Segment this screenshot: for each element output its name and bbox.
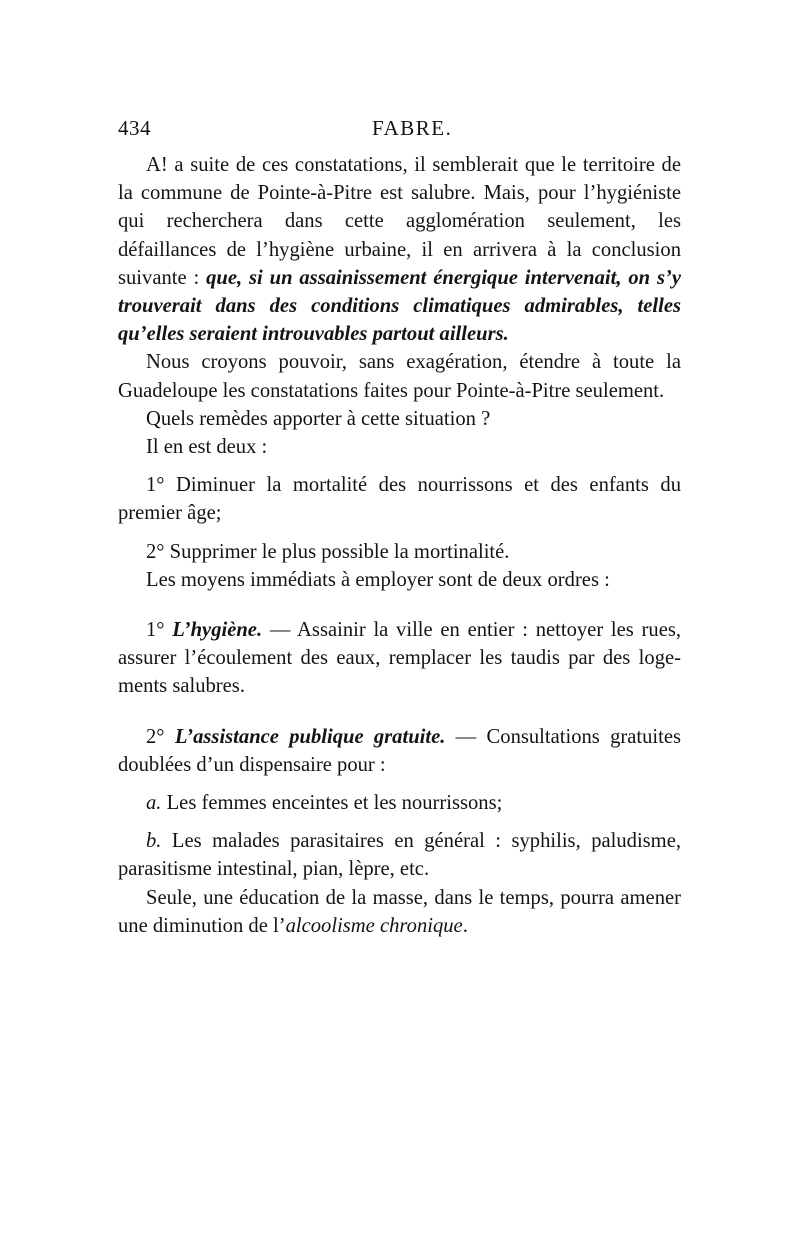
list-number: 2° — [146, 725, 175, 748]
paragraph-means: Les moyens immédiats à employer sont de deux ordres : — [146, 568, 610, 591]
page-header — [118, 116, 680, 144]
page-number: 434 — [118, 116, 151, 140]
paragraph-lead: Seule, une éducation de la masse, dans le temps, pourra amener une diminution de l’ — [118, 886, 681, 937]
running-head: FABRE. — [372, 116, 453, 140]
paragraph-two-remedies: Il en est deux : — [146, 436, 268, 459]
list-number: 1° — [146, 619, 173, 642]
list-item-text: Les malades parasitaires en général : syphilis, paludisme, parasitisme intestinal, pian, lèpre, etc. — [118, 830, 681, 881]
paragraph-conclusion — [118, 151, 681, 348]
list-item-remedy-1: 1° Diminuer la mortalité des nourrissons et des enfants du premier âge; — [118, 474, 681, 525]
paragraph-guadeloupe: Nous croyons pouvoir, sans exagération, étendre à toute la Guadeloupe les constatations faites pour Pointe-à-Pitre seulement. — [118, 351, 681, 402]
paragraph-lead: A! a suite de ces constatations, il semblerait que le territoire de la commune de Pointe-à-Pitre est salubre. Mais, pour l’hygiéniste qui recherchera dans cette agglomération seulement, les défaillances de l’hygiène urbaine, il en arrivera à la conclusion suivante : — [118, 154, 681, 289]
list-item-text: — Assainir la ville en entier : nettoyer les rues, assurer l’écoulement des eaux, remplacer les taudis par des logements salubres. — [118, 619, 682, 698]
list-item-text: — Consultations gratuites doublées d’un dispensaire pour : — [118, 725, 681, 776]
emphasized-alcoholism: alcoolisme chronique — [285, 914, 463, 937]
list-item-remedy-2: 2° Supprimer le plus possible la mortinalité. — [146, 540, 510, 563]
section-heading-assistance: L’assistance publique gratuite. — [174, 725, 446, 748]
list-letter: a. — [146, 792, 162, 815]
paragraph-question: Quels remèdes apporter à cette situation ? — [146, 407, 491, 430]
paragraph-education — [118, 884, 681, 940]
paragraph-tail: . — [462, 914, 468, 937]
section-heading-hygiene: L’hygiène. — [172, 619, 263, 642]
list-item-text: Les femmes enceintes et les nourrissons; — [161, 792, 503, 815]
list-item-a — [118, 789, 681, 817]
body-text — [118, 151, 681, 940]
list-item-b — [118, 827, 681, 883]
list-letter: b. — [146, 830, 162, 853]
emphasized-conclusion: que, si un assainissement énergique intervenait, on s’y trouverait dans des conditions climatiques admirables, telles qu’elles seraient introuvables partout ailleurs. — [118, 266, 681, 346]
list-item-hygiene — [118, 616, 681, 701]
list-item-assistance — [118, 723, 681, 779]
